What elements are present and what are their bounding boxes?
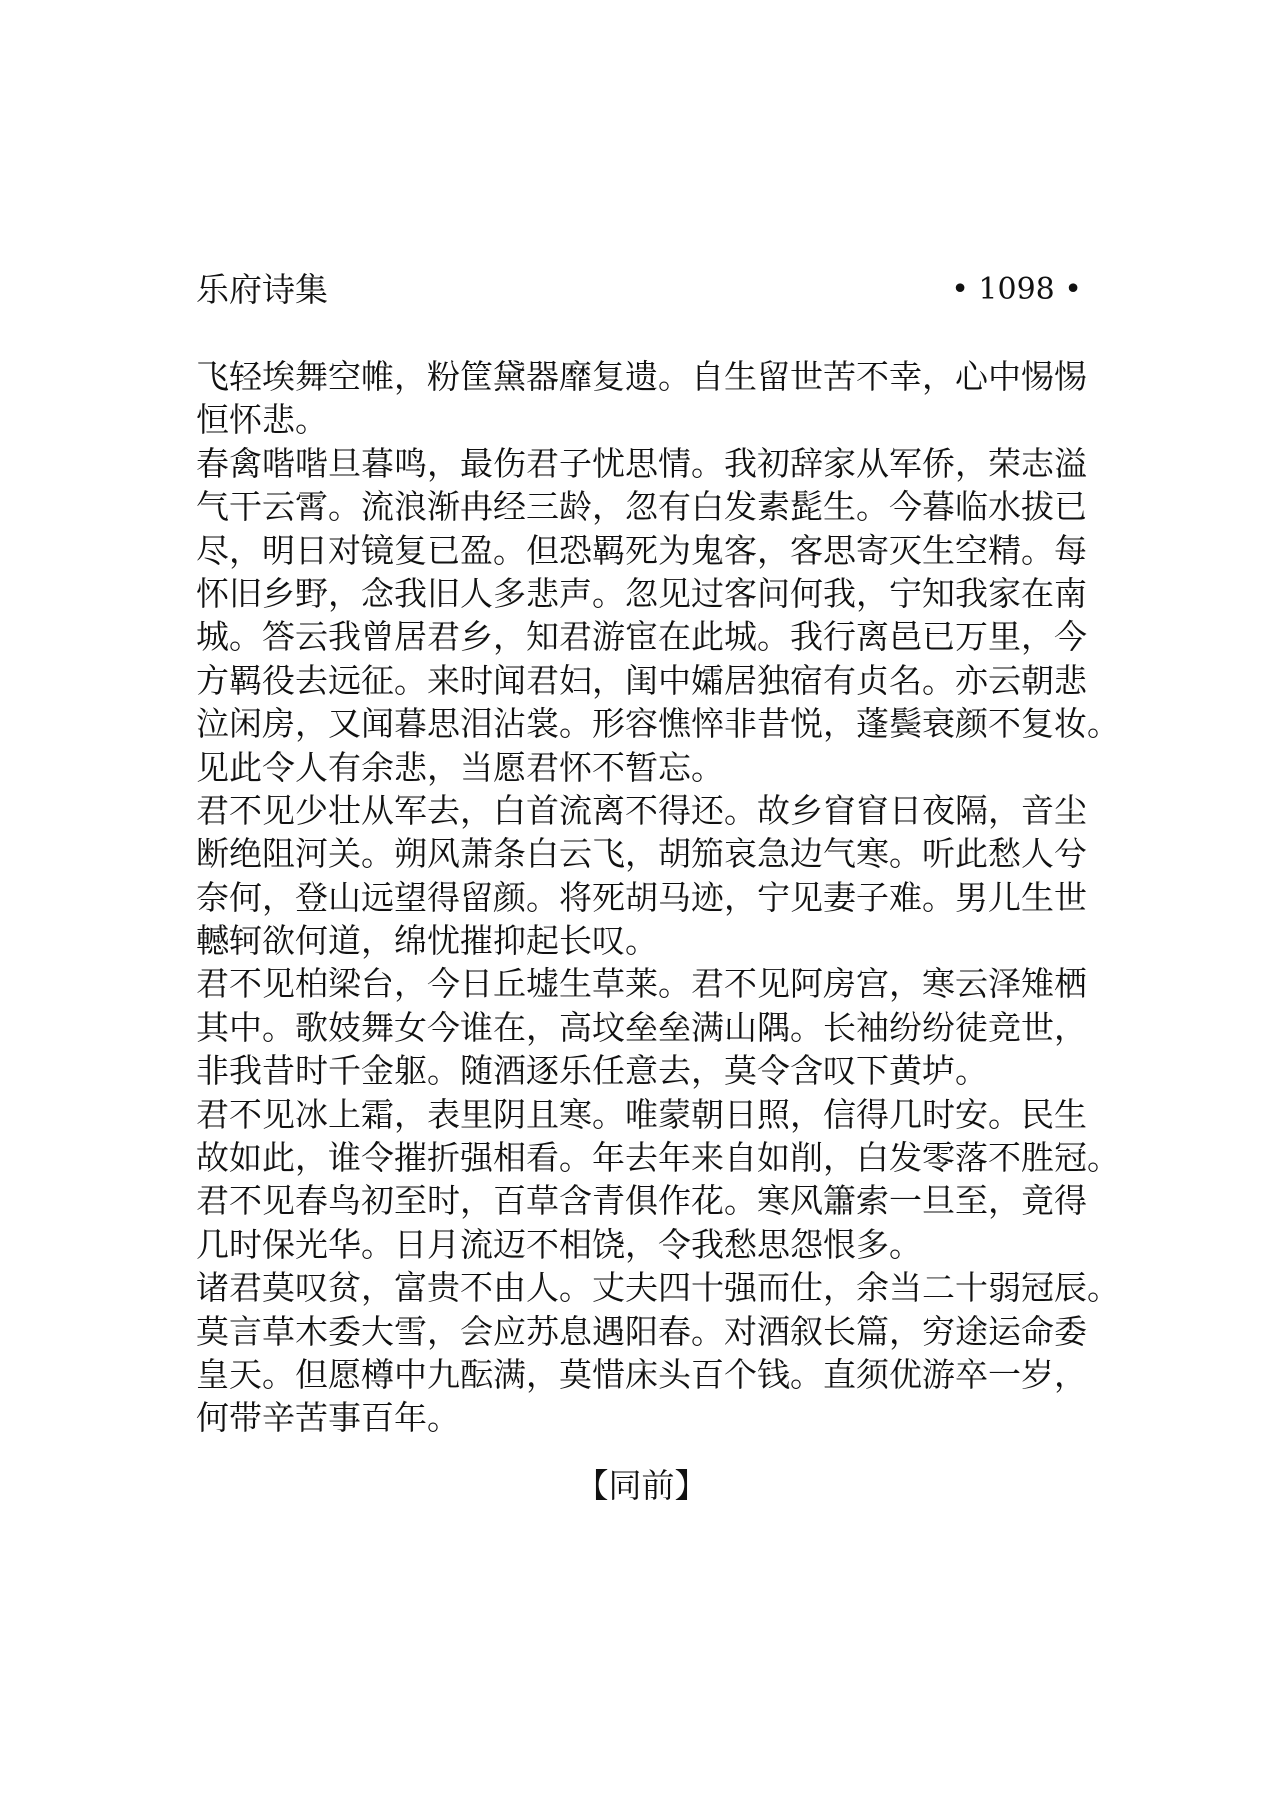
text-line: 君不见柏梁台，今日丘墟生草莱。君不见阿房宫，寒云泽雉栖: [196, 964, 1087, 1004]
book-title: 乐府诗集: [196, 270, 328, 309]
text-line: 见此令人有余悲，当愿君怀不暂忘。: [196, 747, 724, 787]
text-line: 城。答云我曾居君乡，知君游宦在此城。我行离邑已万里，今: [196, 617, 1087, 657]
text-line: 非我昔时千金躯。随酒逐乐任意去，莫令含叹下黄垆。: [196, 1051, 988, 1091]
text-line: 恒怀悲。: [196, 400, 328, 440]
text-line: 皇天。但愿樽中九酝满，莫惜床头百个钱。直须优游卒一岁，: [196, 1354, 1087, 1394]
page-number: • 1098 •: [951, 272, 1082, 307]
text-line: 莫言草木委大雪，会应苏息遇阳春。对酒叙长篇，穷途运命委: [196, 1311, 1087, 1351]
text-line: 奈何，登山远望得留颜。将死胡马迹，宁见妻子难。男儿生世: [196, 877, 1087, 917]
text-line: 泣闲房，又闻暮思泪沾裳。形容憔悴非昔悦，蓬鬓衰颜不复妆。: [196, 704, 1120, 744]
section-title: 【同前】: [575, 1466, 708, 1505]
text-line: 故如此，谁令摧折强相看。年去年来自如削，白发零落不胜冠。: [196, 1138, 1120, 1178]
poem-text: [196, 355, 1126, 1440]
text-line: 春禽喈喈旦暮鸣，最伤君子忧思情。我初辞家从军侨，荣志溢: [196, 443, 1087, 483]
text-line: 方羁役去远征。来时闻君妇，闺中孀居独宿有贞名。亦云朝悲: [196, 660, 1087, 700]
text-line: 几时保光华。日月流迈不相饶，令我愁思怨恨多。: [196, 1224, 922, 1264]
text-line: 其中。歌妓舞女今谁在，高坟垒垒满山隅。长袖纷纷徒竞世，: [196, 1007, 1087, 1047]
text-line: 君不见少壮从军去，白首流离不得还。故乡窅窅日夜隔，音尘: [196, 790, 1087, 830]
text-line: 轗轲欲何道，绵忧摧抑起长叹。: [196, 921, 658, 961]
text-line: 断绝阻河关。朔风萧条白云飞，胡笳哀急边气寒。听此愁人兮: [196, 834, 1087, 874]
text-line: 君不见冰上霜，表里阴且寒。唯蒙朝日照，信得几时安。民生: [196, 1094, 1087, 1134]
page-header: [196, 266, 1082, 314]
text-line: 尽，明日对镜复已盈。但恐羁死为鬼客，客思寄灭生空精。每: [196, 530, 1087, 570]
text-line: 何带辛苦事百年。: [196, 1398, 460, 1438]
text-line: 怀旧乡野，念我旧人多悲声。忽见过客问何我，宁知我家在南: [196, 573, 1087, 613]
text-line: 君不见春鸟初至时，百草含青俱作花。寒风簫索一旦至，竟得: [196, 1181, 1087, 1221]
text-line: 气干云霄。流浪渐冉经三龄，忽有白发素髭生。今暮临水拔已: [196, 487, 1087, 527]
text-line: 飞轻埃舞空帷，粉筐黛器靡复遗。自生留世苦不幸，心中惕惕: [196, 357, 1087, 396]
text-line: 诸君莫叹贫，富贵不由人。丈夫四十强而仕，余当二十弱冠辰。: [196, 1268, 1120, 1308]
